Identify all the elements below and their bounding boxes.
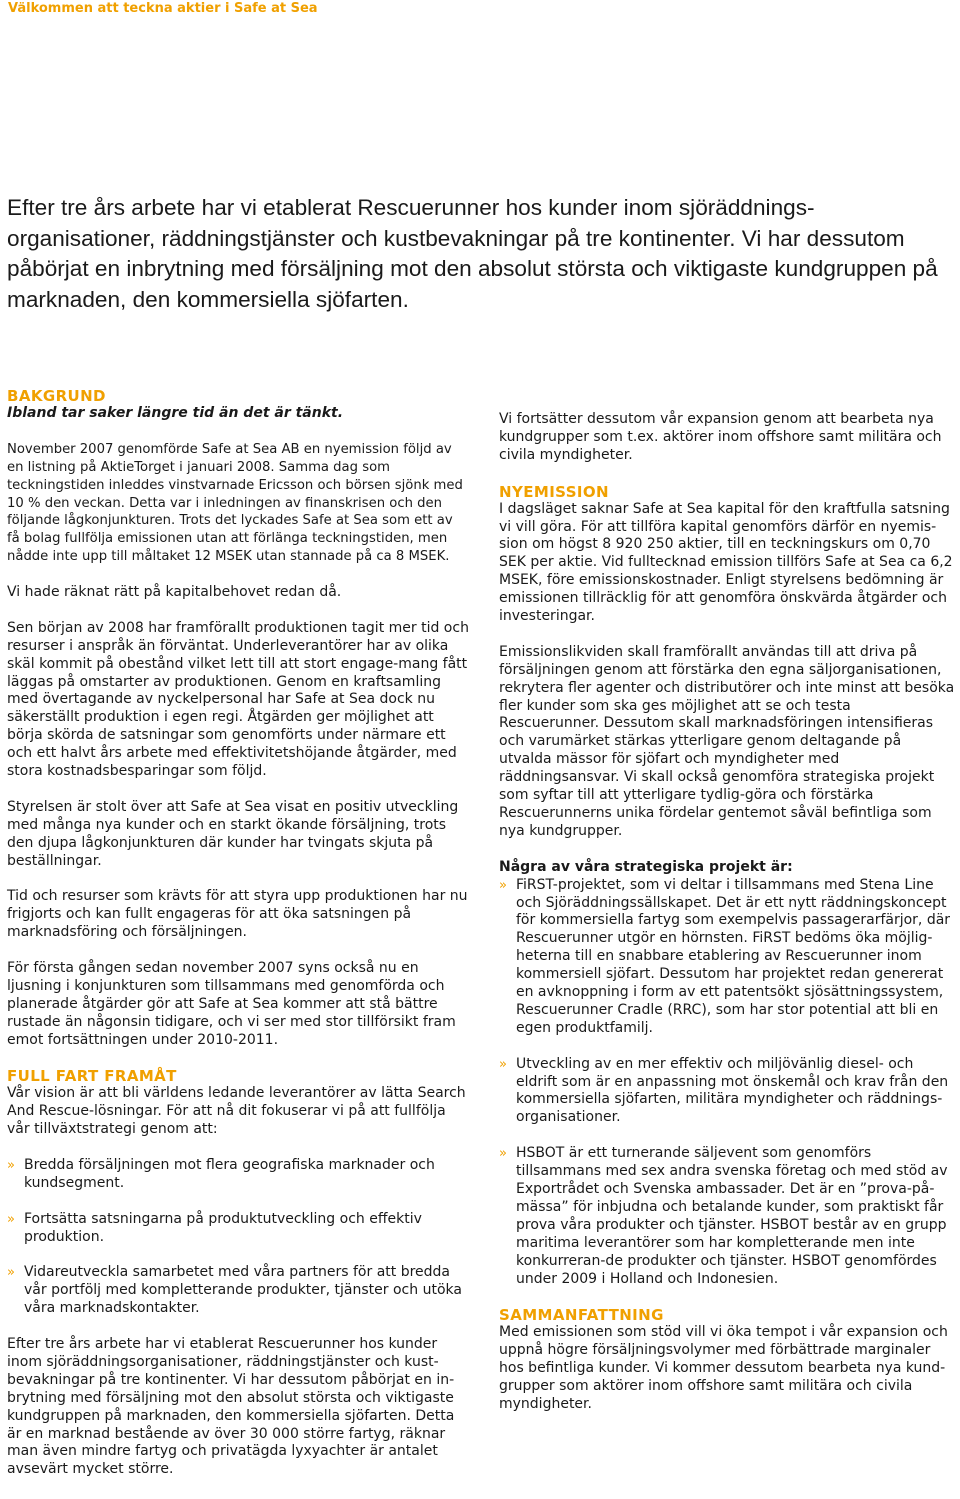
paragraph: Emissionslikviden skall framförallt användas till att driva på försäljningen genom att förstärka den egna säljorganisationen, rekrytera fler agenter och distributörer och inte minst att besöka fler kunder som ska ges möjlighet att se och testa Rescuerunner. Dessutom skall marknadsföringen intensifieras och varumärket stärkas ytterligare genom deltagande på utvalda mässor för sjöfart och myndigheter med räddningsansvar. Vi skall också genomföra strategiska projekt som syftar till att ytterligare tydlig-göra och förstärka Rescuerunnerns unika fördelar gentemot såväl befintliga som nya kundgrupper. xyxy=(499,643,955,839)
paragraph: Styrelsen är stolt över att Safe at Sea visat en positiv utveckling med många nya kunder och en starkt ökande försäljning, trots den djupa lågkonjunkturen där kunder har tvingats skjuta på beställningar. xyxy=(7,798,459,869)
bullet-icon: » xyxy=(499,1056,507,1072)
paragraph: Vår vision är att bli världens ledande leverantörer av lätta Search And Rescue-lösningar. För att nå dit fokuserar vi på att fullfölja vår tillväxtstrategi genom att: xyxy=(7,1085,466,1138)
section-heading-sammanfattning: SAMMANFATTNING xyxy=(499,1306,664,1325)
paragraph: Sen början av 2008 har framförallt produktionen tagit mer tid och resurser i anspråk än förväntat. Underleverantörer har av olika skäl kommit på obestånd vilket lett till att stort engage-mang fått läggas på omstarter av produktionen. Genom en kraftsamling med övertagande av nyckelpersonal har Safe at Sea dock nu säkerställt produktion i egen regi. Åtgärden ger möjlighet att börja skörda de satsningar som genomförts under närmare ett och ett halvt års arbete med effektivitetshöjande åtgärder, med stora kostnadsbesparingar som följd. xyxy=(7,619,469,780)
paragraph: Tid och resurser som krävts för att styra upp produktionen har nu frigjorts och kan fullt engageras för att öka satsningen på marknadsföring och försäljningen. xyxy=(7,888,468,941)
list-item: » FiRST-projektet, som vi deltar i tillsammans med Stena Line och Sjöräddningssällskapet. Det är ett nytt räddningskoncept för kommersiella fartyg som exempelvis passagerarfärjor, där Rescuerunner utgör en hörnsten. FiRST bedöms öka möjlig-heterna till en snabbare etablering av Rescuerunner inom kommersiell sjöfart. Dessutom har projektet redan genererat en avknoppning i form av ett patentsökt sjösättningssystem, Rescuerunner Cradle (RRC), som har stor potential att bli en egen produktfamilj. xyxy=(499,876,951,1036)
list-item: » Bredda försäljningen mot flera geografiska marknader och kundsegment. xyxy=(7,1157,435,1191)
document-header: Välkommen att teckna aktier i Safe at Sea xyxy=(8,1,318,16)
paragraph: För första gången sedan november 2007 syns också nu en ljusning i konjunkturen som tillsammans med genomförda och planerade åtgärder gör att Safe at Sea kommer att stå bättre rustade än någonsin tidigare, och vi ser med stor tillförsikt fram emot fortsättningen under 2010-2011. xyxy=(7,960,456,1048)
paragraph: Vi fortsätter dessutom vår expansion genom att bearbeta nya kundgrupper som t.ex. aktörer inom offshore samt militära och civila myndigheter. xyxy=(499,411,942,463)
right-column xyxy=(499,411,955,1432)
list-item: » HSBOT är ett turnerande säljevent som genomförs tillsammans med sex andra svenska företag och med stöd av Exportrådet och Svenska ambassader. Det är en ”prova-på-mässa” för inbjudna och betalande kunder, som praktiskt får prova våra produkter och tjänster. HSBOT består av en grupp maritima leverantörer som har kompletterande men inte konkurreran-de produkter och tjänster. HSBOT genomfördes under 2009 i Holland och Indonesien. xyxy=(499,1145,948,1287)
bullet-icon: » xyxy=(499,1146,507,1162)
projects-list xyxy=(499,877,955,1289)
paragraph: Med emissionen som stöd vill vi öka tempot i vår expansion och uppnå högre försäljningsvolymer med förbättrade marginaler hos befintliga kunder. Vi kommer dessutom bearbeta nya kund-grupper som aktörer inom offshore samt militära och civila myndigheter. xyxy=(499,1324,948,1412)
paragraph: I dagsläget saknar Safe at Sea kapital för den kraftfulla satsning vi vill göra. För att tillföra kapital genomförs därför en nyemis-sion om högst 8 920 250 aktier, till en teckningskurs om 0,70 SEK per aktie. Vid fulltecknad emission tillförs Safe at Sea ca 6,2 MSEK, före emissionskostnader. Enligt styrelsens bedömning är emissionen tillräcklig för att genomföra önskvärda åtgärder och investeringar. xyxy=(499,500,953,625)
lead-paragraph xyxy=(7,193,952,315)
paragraph: Vi hade räknat rätt på kapitalbehovet redan då. xyxy=(7,584,342,601)
bullet-icon: » xyxy=(7,1265,15,1281)
paragraph: Efter tre års arbete har vi etablerat Rescuerunner hos kunder inom sjöräddningsorganisationer, räddningstjänster och kust-bevakningar på tre kontinenter. Vi har dessutom påbörjat en in-brytning med försäljning mot den absolut största och viktigaste kundgruppen på marknaden, den kommersiella sjöfarten. Detta är en marknad bestående av över 30 000 större fartyg, räknar man även mindre fartyg och privatägda lyxyachter är antalet avsevärt mycket större. xyxy=(7,1336,455,1478)
section-heading-nyemission: NYEMISSION xyxy=(499,482,609,501)
strategy-list xyxy=(7,1157,469,1318)
left-column xyxy=(7,387,469,1497)
bullet-icon: » xyxy=(499,877,507,893)
bullet-icon: » xyxy=(7,1158,15,1174)
paragraph: November 2007 genomförde Safe at Sea AB en nyemission följd av en listning på AktieTorget i januari 2008. Samma dag som teckningstiden inleddes vinstvarnade Ericsson och börsen sjönk med 10 % den veckan. Detta var i inledningen av finanskrisen och den följande lågkonjunkturen. Trots det lyckades Safe at Sea som ett av få bolag fullfölja emissionen utan att förlänga teckningstiden, men nådde inte upp till måltaket 12 MSEK utan stannade på ca 8 MSEK. xyxy=(7,441,463,565)
list-item: » Utveckling av en mer effektiv och miljövänlig diesel- och eldrift som är en anpassning mot önskemål och krav från den kommersiella sjöfarten, militära myndigheter och räddnings-organisationer. xyxy=(499,1055,949,1126)
list-item: » Vidareutveckla samarbetet med våra partners för att bredda vår portfölj med kompletterande produkter, tjänster och utöka våra marknadskontakter. xyxy=(7,1264,462,1317)
list-item: » Fortsätta satsningarna på produktutveckling och effektiv produktion. xyxy=(7,1210,422,1245)
projects-heading: Några av våra strategiska projekt är: xyxy=(499,858,793,875)
bullet-icon: » xyxy=(7,1211,15,1227)
section-heading-bakgrund: BAKGRUND xyxy=(7,387,106,405)
section-heading-full-fart: FULL FART FRAMÅT xyxy=(7,1067,177,1086)
lead-text: Efter tre års arbete har vi etablerat Rescuerunner hos kunder inom sjöräddnings-organisationer, räddningstjänster och kustbevakningar på tre kontinenter. Vi har dessutom påbörjat en inbrytning med försäljning mot den absolut största och viktigaste kundgruppen på marknaden, den kommersiella sjöfarten. xyxy=(7,195,938,312)
section-subheading: Ibland tar saker längre tid än det är tänkt. xyxy=(7,405,344,421)
